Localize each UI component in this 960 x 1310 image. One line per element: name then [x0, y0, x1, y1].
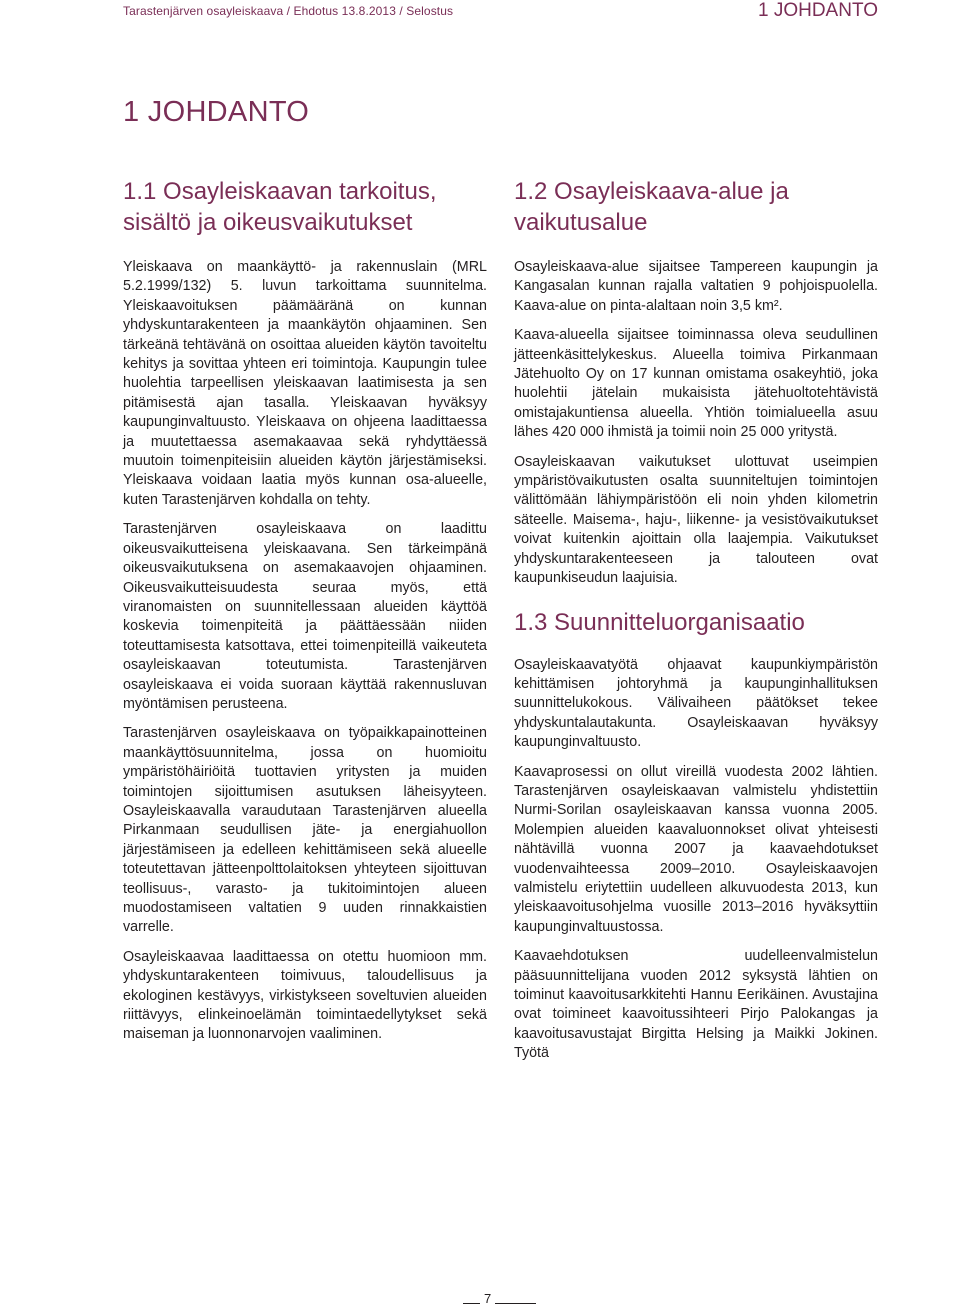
section-heading-1-2: 1.2 Osayleiskaava-alue ja vaikutusalue [514, 178, 789, 236]
paragraph: Kaava-alueella sijaitsee toiminnassa oleva seudullinen jätteenkäsittelykeskus. Alueella toimiva Pirkanmaan Jätehuolto Oy on 17 kunnan omistama osakeyhtiö, joka huolehtii jätelain mukaisista jätehuoltotehtävistä omistajakuntiensa alueella. Yhtiön toimialueella asuu lähes 420 000 ihmistä ja toimii noin 25 000 yritystä. [514, 327, 878, 441]
chapter-header: 1 JOHDANTO [757, 0, 878, 21]
right-column [514, 176, 878, 1074]
paragraph: Osayleiskaavatyötä ohjaavat kaupunkiympäristön kehittämisen johtoryhmä ja kaupunginhallituksen suunnittelukokous. Välivaiheen päätökset tekee yhdyskuntalautakunta. Osayleiskaavan hyväksyy kaupunginvaltuusto. [514, 656, 878, 751]
paragraph: Tarastenjärven osayleiskaava on laadittu oikeusvaikutteisena yleiskaavana. Sen tärkeimpänä oikeusvaikutuksena on asemakaavojen ohjaaminen. Oikeusvaikutteisuudesta seuraa myös, että viranomaisten on suunnitellessaan alueiden käyttöä koskevia toimenpiteitä ja päättäessään niiden toteuttamisesta katsottava, ettei toimenpiteillä vaikeuteta osayleiskaavan toteutumista. Tarastenjärven osayleiskaava ei voida suoraan käyttää rakennusluvan myöntämisen perusteena. [123, 521, 487, 712]
chapter-title: 1 JOHDANTO [123, 96, 310, 128]
left-column [123, 176, 487, 1055]
section-heading-1-3: 1.3 Suunnitteluorganisaatio [514, 608, 805, 636]
running-header: Tarastenjärven osayleiskaava / Ehdotus 13.8.2013 / Selostus [123, 4, 454, 18]
paragraph: Osayleiskaava-alue sijaitsee Tampereen kaupungin ja Kangasalan kunnan rajalla valtatien 9 pohjoispuolella. Kaava-alue on pinta-alaltaan noin 3,5 km². [514, 259, 878, 314]
paragraph: Osayleiskaavaa laadittaessa on otettu huomioon mm. yhdyskuntarakenteen toimivuus, taloudellisuus ja ekologinen kestävyys, virkistykseen soveltuvien alueiden riittävyys, elinkeinoelämän toimintaedellytykset sekä maiseman ja luonnonarvojen vaaliminen. [123, 948, 487, 1043]
paragraph: Kaavaprosessi on ollut vireillä vuodesta 2002 lähtien. Tarastenjärven osayleiskaavan valmistelu yhdistettiin Nurmi-Sorilan osayleiskaavan kanssa vuonna 2005. Molempien alueiden kaavaluonnokset olivat yhteisesti nähtävillä vuonna 2007 ja kaavaehdotukset vuodenvaihteessa 2009–2010. Osayleiskaavojen valmistelu eriytettiin uudelleen alkuvuodesta 2013, kun yleiskaavoitusohjelma vuosille 2013–2016 hyväksyttiin kaupunginvaltuustossa. [514, 763, 878, 935]
footer-rule [463, 1303, 536, 1304]
paragraph: Kaavaehdotuksen uudelleenvalmistelun pääsuunnittelijana vuoden 2012 syksystä lähtien on toiminut kaavoitusarkkitehti Hannu Eerikäinen. Avustajina ovat toimineet kaavoitussihteeri Pirjo Palokangas ja kaavoitusavustajat Birgitta Helsing ja Maikki Jokinen. Työtä [514, 948, 878, 1062]
section-heading-1-1: 1.1 Osayleiskaavan tarkoitus, sisältö ja oikeusvaikutukset [123, 178, 437, 236]
paragraph: Yleiskaava on maankäyttö- ja rakennuslain (MRL 5.2.1999/132) 5. luvun tarkoittama suunnitelma. Yleiskaavoituksen päämääränä on kunnan yhdyskuntarakenteen ja maankäytön ohjaaminen. Sen tärkeänä tehtävänä on osoittaa alueiden käytön tavoiteltu kehitys ja sovittaa yhteen eri toimintoja. Kaupungin tulee huolehtia tarpeellisen yleiskaavan laatimisesta ja sen pitämisestä ajan tasalla. Yleiskaavan hyväksyy kaupunginvaltuusto. Yleiskaava on ohjeena laadittaessa ja muutettaessa asemakaavaa sekä ryhdyttäessä muutoin toimenpiteisiin alueiden käytön järjestämiseksi. Yleiskaava voidaan laatia myös kunnan osa-alueelle, kuten Tarastenjärven kohdalla on tehty. [123, 259, 487, 508]
paragraph: Tarastenjärven osayleiskaava on työpaikkapainotteinen maankäyttösuunnitelma, jossa on huomioitu ympäristöhäiriöitä tuottavien yritysten ja muiden toimintojen sijoittumisen asutuksen läheisyyteen. Osayleiskaavalla varaudutaan Tarastenjärven alueella Pirkanmaan seudullisen jäte- ja energiahuollon järjestämiseen ja edelleen kehittämiseen sekä alueelle toteutettavan jätteenpolttolaitoksen yhteyteen sijoittuvan teollisuus-, varasto- ja tukitoimintojen alueen muodostamiseen valtatien 9 uuden rinnakkaistien varrelle. [123, 725, 487, 936]
paragraph: Osayleiskaavan vaikutukset ulottuvat useimpien ympäristövaikutusten osalta suunniteltujen toimintojen välittömään lähiympäristöön eli noin yhden kilometrin säteelle. Maisema-, haju-, liikenne- ja vesistövaikutukset voivat kuitenkin ajoittain olla laajempia. Vaikutukset yhdyskuntarakenteeseen ja talouteen ovat kaupunkiseudun laajuisia. [514, 453, 878, 587]
page-number: 7 [480, 1291, 495, 1306]
